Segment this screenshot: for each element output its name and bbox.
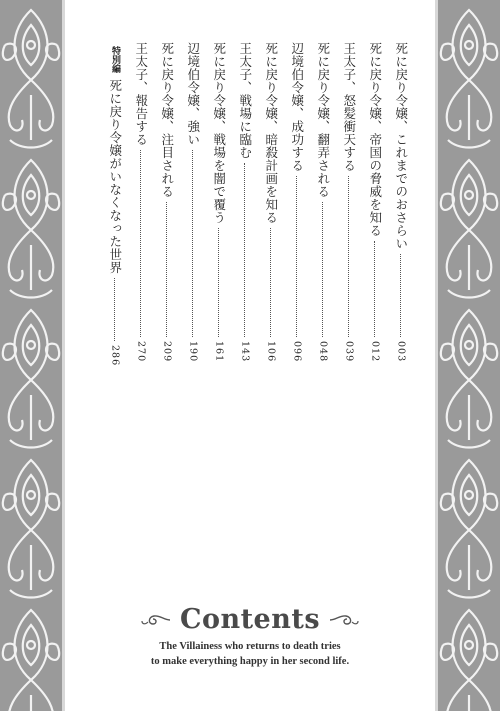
- right-ornament-panel: [438, 0, 500, 711]
- toc-page-number: 003: [395, 340, 407, 362]
- toc-entry[interactable]: [337, 42, 360, 362]
- toc-entry-title: 死に戻り令嬢、注目される: [159, 42, 175, 198]
- toc-entry[interactable]: [129, 42, 152, 362]
- toc-entry[interactable]: [285, 42, 308, 362]
- special-edition-label: 特別編: [110, 46, 120, 73]
- toc-entry-title: 死に戻り令嬢、暗殺計画を知る: [263, 42, 279, 224]
- flourish-left-icon: [140, 612, 172, 628]
- damask-pattern-left: [0, 0, 62, 711]
- contents-heading-row: [70, 604, 430, 635]
- toc-entry-special[interactable]: [103, 46, 126, 366]
- toc-leader-dots: [348, 176, 349, 337]
- toc-leader-dots: [166, 202, 167, 337]
- toc-leader-dots: [296, 176, 297, 337]
- toc-entry[interactable]: [311, 42, 334, 362]
- toc-entry[interactable]: [181, 42, 204, 362]
- toc-page-number: 106: [265, 340, 277, 362]
- toc-entry-title: 死に戻り令嬢、帝国の脅威を知る: [367, 42, 383, 237]
- toc-entry-title: 死に戻り令嬢、翻弄される: [315, 42, 331, 198]
- toc-entry-title: 死に戻り令嬢、戦場を闇で覆う: [211, 42, 227, 224]
- toc-leader-dots: [244, 163, 245, 337]
- subtitle-line-2: to make everything happy in her second life.: [150, 656, 350, 667]
- left-ornament-panel: [0, 0, 62, 711]
- toc-entry-title: 死に戻り令嬢がいなくなった世界: [107, 79, 123, 274]
- toc-page-number: 143: [239, 340, 251, 362]
- toc-entry-title: 死に戻り令嬢、これまでのおさらい: [393, 42, 409, 250]
- toc-entry[interactable]: [207, 42, 230, 362]
- toc-page-number: 039: [343, 340, 355, 362]
- flourish-right-icon: [328, 612, 360, 628]
- toc-leader-dots: [400, 254, 401, 337]
- toc-entry[interactable]: [155, 42, 178, 362]
- toc-leader-dots: [374, 241, 375, 337]
- toc-page-number: 161: [213, 340, 225, 362]
- toc-entry-title: 王太子、戦場に臨む: [237, 42, 253, 159]
- toc-entry-title: 王太子、怒髪衝天する: [341, 42, 357, 172]
- toc-entry[interactable]: [363, 42, 386, 362]
- toc-leader-dots: [192, 150, 193, 337]
- toc-entry[interactable]: [259, 42, 282, 362]
- toc-entry-title: 辺境伯令嬢、成功する: [289, 42, 305, 172]
- toc-leader-dots: [322, 202, 323, 337]
- contents-heading: Contents: [179, 604, 321, 635]
- left-border-line: [62, 0, 65, 711]
- toc-page-number: 190: [187, 340, 199, 362]
- damask-pattern-right: [438, 0, 500, 711]
- toc-entry-title: 辺境伯令嬢、強い: [185, 42, 201, 146]
- table-of-contents: [100, 42, 412, 366]
- right-border-line: [435, 0, 438, 711]
- contents-subtitle: [70, 639, 430, 669]
- toc-page-number: 270: [135, 340, 147, 362]
- toc-page-number: 209: [161, 340, 173, 362]
- contents-footer: [70, 604, 430, 669]
- toc-page-number: 286: [109, 344, 121, 366]
- toc-leader-dots: [114, 278, 115, 341]
- toc-page-number: 012: [369, 340, 381, 362]
- toc-entry[interactable]: [389, 42, 412, 362]
- toc-leader-dots: [270, 228, 271, 337]
- subtitle-line-1: The Villainess who returns to death tries: [159, 641, 341, 652]
- toc-entry-title: 王太子、報告する: [133, 42, 149, 146]
- toc-leader-dots: [140, 150, 141, 337]
- toc-entry[interactable]: [233, 42, 256, 362]
- toc-leader-dots: [218, 228, 219, 337]
- toc-page-number: 096: [291, 340, 303, 362]
- toc-page-number: 048: [317, 340, 329, 362]
